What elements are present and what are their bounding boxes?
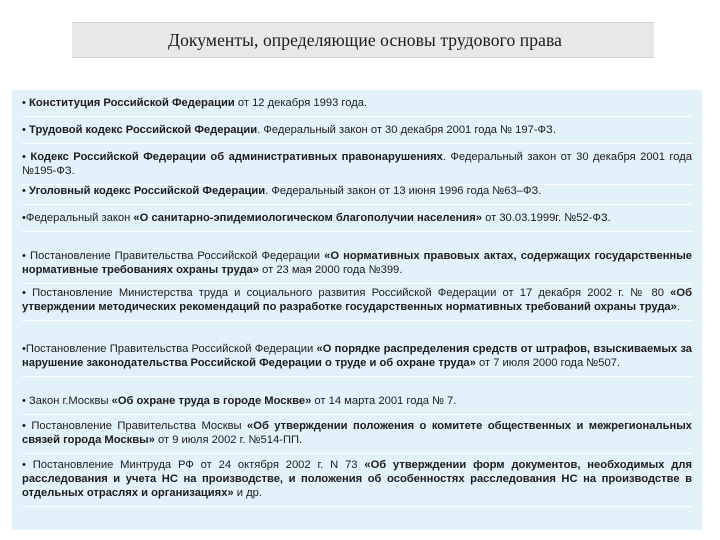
list-item xyxy=(22,286,692,321)
item-bold-text: «О нормативных правовых актах, содержащих государственные нормативные требованиях охраны труда» xyxy=(22,250,692,276)
item-text: от 23 мая 2000 года №399. xyxy=(259,264,403,276)
item-text: • Постановление Минтруда РФ от 24 октября 2002 г. N 73 xyxy=(22,459,365,471)
document-list xyxy=(12,90,702,530)
list-item xyxy=(22,342,692,377)
item-text: от 12 декабря 1993 года. xyxy=(234,97,368,109)
item-text: •Постановление Правительства Российской Федерации xyxy=(22,343,317,355)
item-text: •Федеральный закон xyxy=(22,212,134,224)
item-bold-text: «Об утверждении методических рекомендаций по разработке государственных нормативных требований охраны труда» xyxy=(22,287,692,313)
list-item xyxy=(22,96,692,117)
item-text: . Федеральный закон от 30 декабря 2001 года №195-ФЗ. xyxy=(22,151,692,177)
list-item xyxy=(22,394,692,415)
item-text: . Федеральный закон от 13 июня 1996 года №63–ФЗ. xyxy=(265,185,542,197)
item-text: • xyxy=(22,185,30,197)
item-bold-text: «Об утверждении положения о комитете общественных и межрегиональных связей города Москвы» xyxy=(22,420,692,446)
title-banner xyxy=(72,22,654,58)
item-text: от 14 марта 2001 года № 7. xyxy=(311,395,457,407)
list-item xyxy=(22,419,692,454)
list-item xyxy=(22,123,692,144)
item-bold-text: Трудовой кодекс Российской Федерации xyxy=(29,124,258,136)
item-text: • Закон г.Москвы xyxy=(22,395,112,407)
item-text: • Постановление Правительства Российской Федерации xyxy=(22,250,325,262)
list-item xyxy=(22,211,692,232)
item-bold-text: «О порядке распределения средств от штрафов, взыскиваемых за нарушение законодательства Российской Федерации о труде и об охране труда» xyxy=(22,343,692,369)
item-text: . Федеральный закон от 30 декабря 2001 года № 197-ФЗ. xyxy=(257,124,556,136)
item-text: и др. xyxy=(233,487,262,499)
item-text: • Постановление Министерства труда и социального развития Российской Федерации от 17 декабря 2002 г. № 80 xyxy=(22,287,671,299)
item-bold-text: «Об утверждении форм документов, необходимых для расследования и учета НС на производстве, и положения об особенностях расследования НС на производстве в отдельных отраслях и организациях» xyxy=(22,459,692,499)
item-bold-text: «Об охране труда в городе Москве» xyxy=(111,395,312,407)
item-bold-text: «О санитарно-эпидемиологическом благополучии населения» xyxy=(133,212,482,224)
item-text: • Постановление Правительства Москвы xyxy=(22,420,248,432)
item-text: от 30.03.1999г. №52-ФЗ. xyxy=(482,212,611,224)
item-bold-text: Уголовный кодекс Российской Федерации xyxy=(29,185,266,197)
item-text: • xyxy=(22,151,31,163)
list-item xyxy=(22,249,692,284)
item-text: . xyxy=(676,301,680,313)
list-item xyxy=(22,150,692,185)
item-text: • xyxy=(22,124,30,136)
item-text: от 9 июля 2002 г. №514-ПП. xyxy=(154,434,303,446)
list-item xyxy=(22,458,692,507)
list-item xyxy=(22,184,692,205)
item-bold-text: Конституция Российской Федерации xyxy=(29,97,235,109)
page-title: Документы, определяющие основы трудового права xyxy=(168,29,562,50)
item-bold-text: Кодекс Российской Федерации об административных правонарушениях xyxy=(30,151,443,163)
item-text: от 7 июля 2000 года №507. xyxy=(475,357,621,369)
item-text: • xyxy=(22,97,30,109)
